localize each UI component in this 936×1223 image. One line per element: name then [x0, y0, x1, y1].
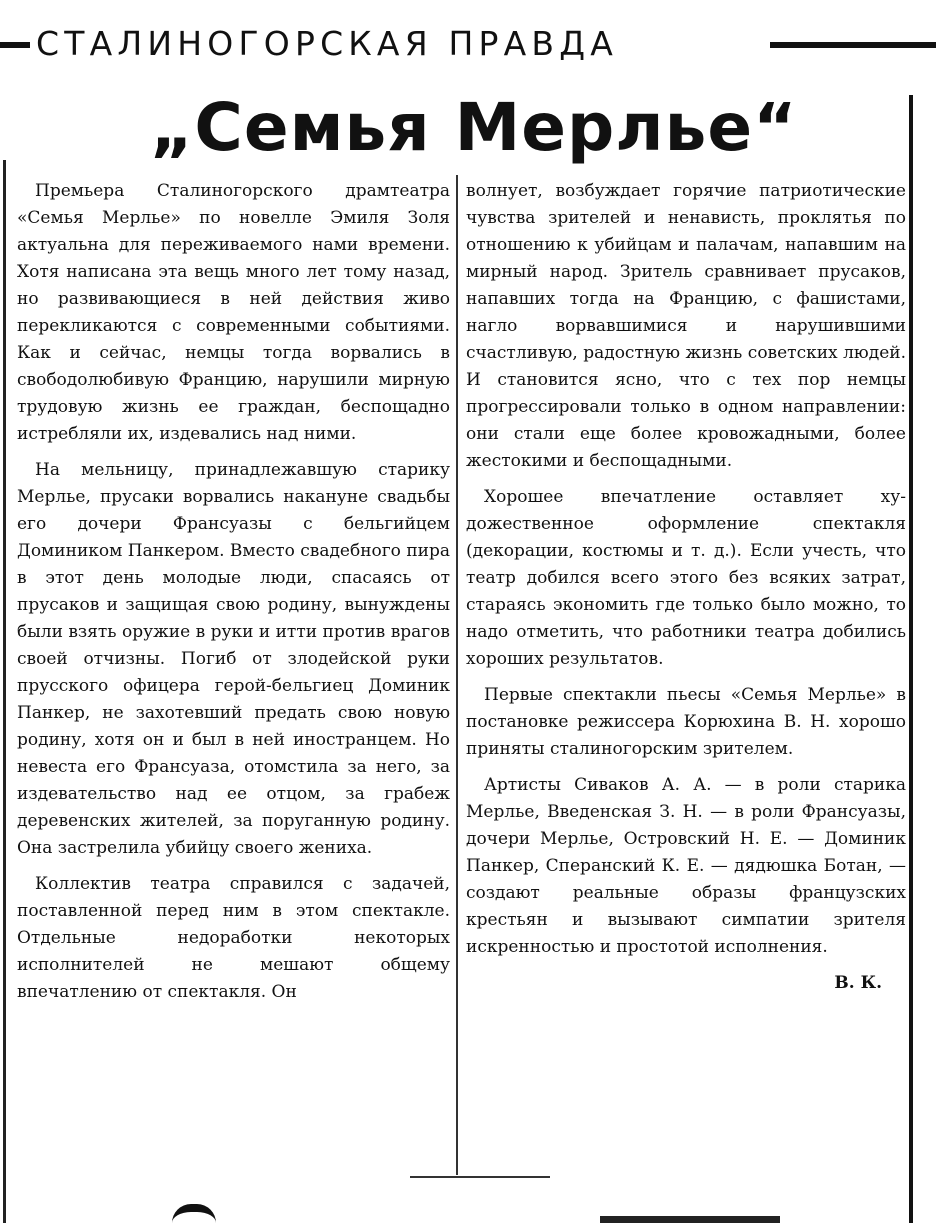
signature: В. К. — [834, 973, 882, 993]
masthead — [0, 22, 936, 66]
article-column-1 — [17, 178, 450, 1015]
paragraph-1: Премьера Сталиногорского драмтеатра «Семья Мерлье» по новелле Эмиля Золя актуальна для переживаемого нами времени. Хотя написана эта вещь много лет тому назад, но развивающиеся в ней действия живо перекликаются с современными событиями. Как и сейчас, немцы тогда ворвались в свободолюбивую Францию, нарушили мирную трудовую жизнь ее граждан, беспощадно истребляли их, издевались над ними. — [17, 181, 450, 444]
page-border-right — [909, 95, 913, 1223]
newspaper-name: СТАЛИНОГОРСКАЯ ПРАВДА — [36, 24, 619, 63]
paragraph-4: Хорошее впечатление оставляет художественное оформление спектакля (декорации, костюмы и т. д.). Если учесть, что театр добился всего этого без всяких затрат, стараясь экономить где только было можно, то надо отметить, что работники театра добились хороших результатов. — [466, 487, 906, 669]
paragraph-5: Первые спектакли пьесы «Семья Мерлье» в постановке режиссера Корюхина В. Н. хорошо приняты сталиногорским зрителем. — [466, 685, 906, 759]
masthead-rule-right — [770, 42, 936, 48]
paragraph-6: Артисты Сиваков А. А. — в роли старика Мерлье, Введенская З. Н. — в роли Франсуазы, дочери Мерлье, Островский Н. Е. — Доминик Панкер, Сперанский К. Е. — дядюшка Ботан, — создают реальные образы французских крестьян и вызывают симпатии зрителя искренностью и простотой исполнения. — [466, 775, 906, 957]
article-title: „Семья Мерлье“ — [150, 89, 798, 166]
column-separator — [456, 175, 458, 1175]
paragraph-2: На мельницу, принадлежавшую старику Мерлье, прусаки ворвались накануне свадьбы его дочери Франсуазы с бельгийцем Домиником Панкером. Вместо свадебного пира в этот день молодые люди, спасаясь от прусаков и защищая свою родину, вынуждены были взять оружие в руки и итти против врагов своей отчизны. Погиб от злодейской руки прусского офицера герой-бельгиец Доминик Панкер, не захотевший предать свою новую родину, хотя он и был в ней иностранцем. Но невеста его Франсуаза, отомстила за него, за издевательство над ее отцом, за грабеж деревенских жителей, за поруганную родину. Она застрелила убийцу своего жениха. — [17, 460, 451, 858]
paragraph-3-part-a: Коллектив театра справился с задачей, поставленной перед ним в этом спектакле. Отдельные недоработки некоторых исполнителей не мешают общему впечатлению от спектакля. Он — [17, 874, 450, 1002]
masthead-rule-left — [0, 42, 30, 48]
next-article-fragment — [172, 1204, 216, 1223]
article-column-2 — [466, 178, 906, 1006]
page-border-left — [3, 160, 6, 1223]
next-article-strip — [600, 1216, 780, 1223]
bottom-divider — [410, 1176, 550, 1178]
paragraph-3-part-b: волнует, возбуждает горячие патриотические чувства зрителей и ненависть, проклятья по отношению к убийцам и палачам, напавшим на мирный народ. Зритель сравнивает прусаков, напавших тогда на Францию, с фашистами, нагло ворвавшимися и нарушившими счастливую, радостную жизнь советских людей. И становится ясно, что с тех пор немцы прогрессировали только в одном направлении: они стали еще более кровожадными, более жестокими и беспощадными. — [466, 181, 906, 471]
